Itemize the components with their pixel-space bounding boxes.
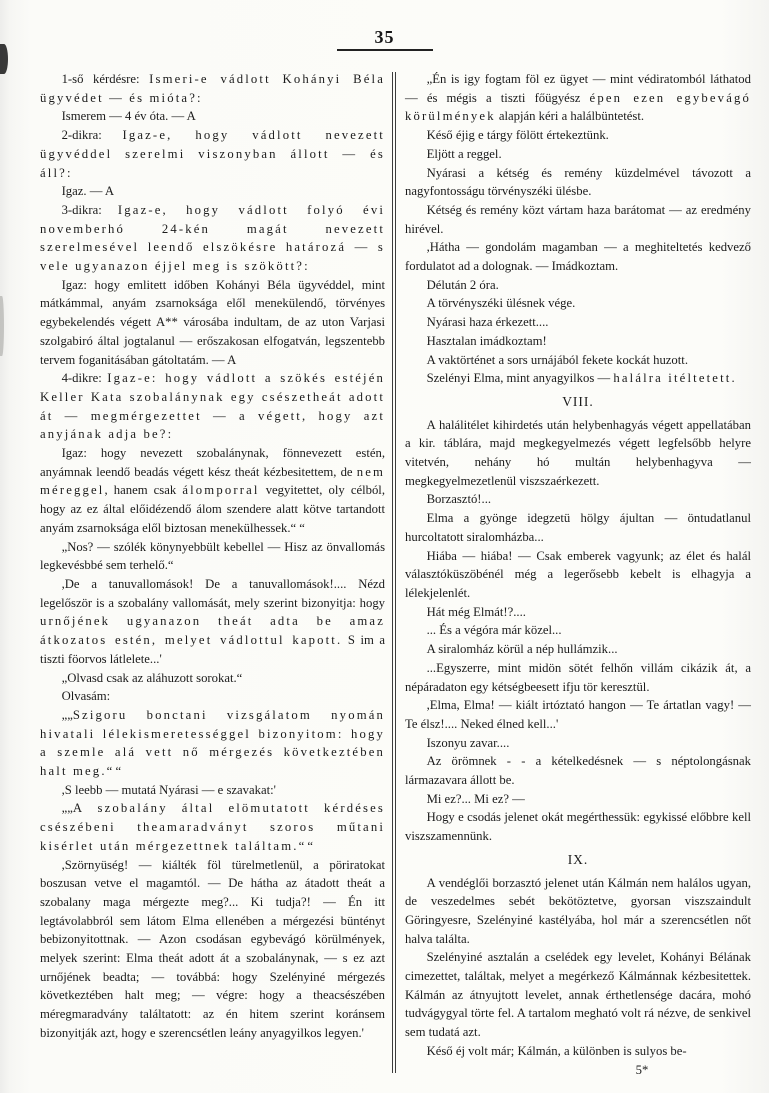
- body-text: Igaz: hogy nevezett szobalánynak, fönnevezett estén, anyámnak leendő beadás végett kész theát kézbesitettem, de: [40, 446, 386, 479]
- body-text: ... És a végóra már közel...: [426, 623, 562, 638]
- body-text: Hiába — hiába! — Csak emberek vagyunk; az élet és halál választóküszöbénél még a legerősebb kebelt is elhagyja a lélekjelenlét.: [405, 548, 751, 600]
- emphasized-spaced-text: melyet vádlottul kapott.: [164, 633, 343, 648]
- paragraph: [405, 351, 751, 370]
- paragraph: [40, 276, 385, 370]
- body-text: S im a tiszti föorvos látlelete...': [40, 633, 386, 666]
- body-text: IX.: [567, 851, 589, 867]
- body-text: 1-ső kérdésre:: [61, 72, 150, 86]
- body-text: „„: [61, 707, 73, 722]
- paragraph: [405, 752, 751, 789]
- column-divider: [392, 72, 396, 1073]
- paragraph: [405, 547, 751, 603]
- paragraph: [40, 575, 385, 669]
- left-column: [40, 70, 385, 1079]
- body-text: Az örömnek - - a kételkedésnek — s néptolongásnak lármazavara állott be.: [405, 754, 751, 788]
- paragraph: [405, 238, 751, 275]
- paragraph: [40, 126, 385, 182]
- body-text: ,Elma, Elma! — kiált irtóztató hangon — Te ártatlan vagy! — Te élsz!.... Neked élned kell...': [405, 698, 751, 731]
- paragraph: [405, 874, 751, 949]
- body-text: ,De a tanuvallomások! De a tanuvallomások!.... Nézd legelőször is a szobalány vallomását, mely szerint bizonyitja: hogy: [40, 576, 386, 610]
- body-text: 4-dikre:: [61, 371, 108, 386]
- body-text: Kétség és remény közt vártam haza barátomat — az eredmény hirével.: [405, 202, 751, 236]
- body-text: Nyárasi a kétség és remény küzdelmével távozott a nagyfontosságu törvényszéki ülésbe.: [405, 165, 751, 199]
- paragraph: [405, 621, 751, 640]
- paragraph: [405, 164, 751, 201]
- body-text: A törvényszéki ülésnek vége.: [426, 296, 576, 311]
- body-text: Nyárasi haza érkezett....: [426, 315, 549, 330]
- body-text: Igaz: hogy emlitett időben Kohányi Béla ügyvéddel, mint mátkámmal, anyám zsarnoksága elől menekülendő, törvényes egybekelendés végett A** városába indultam, de az uton Varjasi szolgabiró által jogtalanul — erőszakosan elfogatván, legszentebb tervem foganitásában gátoltatám. — A: [40, 277, 386, 367]
- body-text: Igaz. — A: [61, 184, 115, 199]
- right-column: [405, 70, 751, 1079]
- paragraph: [405, 734, 751, 753]
- paragraph: [405, 948, 751, 1042]
- paragraph: [405, 696, 751, 733]
- body-text: “ “: [106, 764, 122, 779]
- body-text: Elma a gyönge idegzetü hölgy ájultan — öntudatlanul hurcoltatott siralomházba...: [405, 511, 751, 544]
- body-text: Borzasztó!...: [426, 492, 492, 507]
- paragraph: [40, 444, 385, 538]
- emphasized-spaced-text: Igaz-e: hogy vádlott a szökés estéjén Keller Kata szobalánynak egy csészetheát adott át — megmérgezettet — a végett, hogy azt anyjának adja be?:: [40, 371, 386, 442]
- body-text: alapján kéri a halálbüntetést.: [495, 109, 645, 124]
- body-text: A vaktörténet a sors urnájából fekete kockát huzott.: [426, 352, 688, 367]
- body-text: “ “: [298, 838, 314, 853]
- paragraph: [40, 369, 385, 444]
- paragraph: [40, 107, 385, 126]
- body-text: A halálitélet kihirdetés után helybenhagyás végett appellatában a kir. táblára, majd megkegyelmezés végett legfelsőbb helyre vitetvén, nehány hó multán helybenhagyva — megkegyelmezetlenül viszszaérkezett.: [405, 417, 751, 488]
- chapter-heading: [405, 851, 751, 870]
- paragraph: [405, 276, 751, 295]
- paragraph: [40, 856, 385, 1043]
- paragraph: [405, 509, 751, 546]
- paragraph: [405, 416, 751, 491]
- paragraph: [40, 799, 385, 855]
- emphasized-spaced-text: urnőjének ugyanazon theát adta be amaz átkozatos estén,: [40, 614, 386, 648]
- body-text: ,Szörnyüség! — kiálték föl türelmetlenül, a pöriratokat boszusan vetve el magamtól. — De hátha az átadott theát a szobalany maga mérgezte meg?... Ki tudja?! — Én itt legtávolabbról sem látom Elma ellenében a mérgezési büntényt bebizonyitottnak. — Azon csodásan egybevágó körülmények, melyek szerint: Elma theát adott át a szobalánynak, — s ez azt urnőjének beadta; — továbbá: hogy Szelényiné mérgezés következtében halt meg; — végre: hogy a theacsészében méregmaradvány találtatott: az én hitem szerint koránsem bizonyitják azt, hogy e szerencsétlen leány anyagyilkos legyen.': [40, 857, 386, 1040]
- emphasized-spaced-text: A szobalány által elömutatott kérdéses csészébeni theamaradványt szoros műtani kisérlet után mérgezettnek találtam.: [40, 801, 386, 853]
- paragraph: [405, 790, 751, 809]
- paragraph: [405, 145, 751, 164]
- chapter-heading: [405, 393, 751, 412]
- emphasized-spaced-text: nem méreggel: [40, 464, 386, 498]
- body-text: Szelényi Elma, mint anyagyilkos —: [426, 371, 614, 386]
- body-text: „Nos? — szólék könynyebbült kebellel — Hisz az önvallomás legkevésbbé sem terhelő.“: [40, 539, 386, 573]
- body-text: VIII.: [562, 393, 594, 409]
- body-text: Hasztalan imádkoztam!: [426, 333, 547, 348]
- body-text: „Olvasd csak az aláhuzott sorokat.“: [61, 670, 243, 685]
- emphasized-spaced-text: épen ezen egybevágó körülmények: [405, 90, 751, 124]
- page-number: 35: [374, 27, 395, 47]
- body-text: Olvasám:: [61, 689, 111, 704]
- body-text: Iszonyu zavar....: [426, 735, 510, 750]
- paragraph: [40, 687, 385, 706]
- emphasized-spaced-text: Szigoru bonctani vizsgálatom nyomán hivatali lélekismeretességgel bizonyitom: hogy a szemle alá vett nő mérgezés következtében halt meg.: [40, 707, 386, 779]
- paragraph: [405, 294, 751, 313]
- body-text: A siralomház körül a nép hullámzik...: [426, 642, 618, 657]
- body-text: Késő éj volt már; Kálmán, a különben is sulyos be-: [426, 1043, 687, 1058]
- page-header: [0, 0, 769, 64]
- paragraph: [405, 369, 751, 388]
- body-text: Délután 2 óra.: [426, 277, 499, 292]
- paragraph: [40, 706, 385, 781]
- body-text: vegyitettet, oly célból, hogy az ez által előidézendő álom szendere alatt kötve tartandott anyám zsarnoksága elől biztosan menekülhessek.“ “: [40, 483, 386, 535]
- emphasized-spaced-text: álomporral: [182, 483, 260, 498]
- paragraph: [405, 70, 751, 126]
- paragraph: [405, 313, 751, 332]
- paragraph: [40, 201, 385, 276]
- emphasized-spaced-text: Igaz-e, hogy vádlott folyó évi novemberhó 24-kén magát nevezett szerelmesével leendő elszökésre határozá — s vele ugyanazon éjjel meg is szökött?:: [40, 202, 386, 274]
- header-rule: [337, 49, 433, 51]
- paragraph: [405, 332, 751, 351]
- paragraph: [405, 659, 751, 696]
- body-text: , hanem csak: [104, 483, 183, 498]
- body-text: 2-dikra:: [61, 128, 123, 143]
- paragraph: [405, 808, 751, 845]
- signature-mark: 5*: [635, 1062, 649, 1077]
- paragraph: [405, 640, 751, 659]
- emphasized-spaced-text: Ismeri-e vádlott Kohányi Béla ügyvédet — és mióta?:: [40, 72, 386, 105]
- body-text: Hát még Elmát!?....: [426, 604, 526, 619]
- body-text: ...Egyszerre, mint midön sötét felhőn villám cikázik át, a népáradaton egy kétségbeesett ifju tör keresztül.: [405, 660, 751, 694]
- body-text: „Én is igy fogtam föl ez ügyet — mint védiratomból láthatod — és mégis a tiszti főügyész: [405, 72, 751, 105]
- paragraph: [40, 669, 385, 688]
- paragraph: [40, 70, 385, 107]
- body-text: Késő éjig e tárgy fölött értekeztünk.: [426, 128, 609, 143]
- ink-smudge-artifact: [0, 44, 8, 74]
- body-text: „„: [61, 801, 73, 816]
- body-text: Mi ez?... Mi ez? —: [426, 791, 525, 806]
- paragraph: [405, 201, 751, 238]
- body-text: A vendéglői borzasztó jelenet után Kálmán nem halálos ugyan, de veszedelmes sebét bekötöztetve, gyorsan viszszaindult Göringyesre, Szelényiné kastélyába, hol már a szerencsétlen nőt halva találta.: [405, 875, 751, 946]
- emphasized-spaced-text: Igaz-e, hogy vádlott nevezett ügyvéddel szerelmi viszonyban állott — és áll?:: [40, 128, 386, 180]
- scan-shadow-artifact: [0, 296, 4, 356]
- body-text: Szelényiné asztalán a cselédek egy levelet, Kohányi Bélának cimezettet, találtak, melyet a megérkező Kálmánnak kézbesitettek. Kálmán az átnyujtott levelet, annak érthetlensége dacára, mohó tudvágygyal törte fel. A tartalom megható volt rá nézve, de senkivel sem tudatá azt.: [405, 950, 751, 1040]
- paragraph: [405, 126, 751, 145]
- body-text: ,Hátha — gondolám magamban — a meghiteltetés kedvező fordulatot ad a dolognak. — Imádkoztam.: [405, 240, 751, 274]
- body-text: 3-dikra:: [61, 202, 118, 217]
- body-text: Eljött a reggel.: [426, 146, 502, 161]
- paragraph: [405, 603, 751, 622]
- body-text: ,S leebb — mutatá Nyárasi — e szavakat:': [61, 782, 276, 797]
- paragraph: [405, 490, 751, 509]
- emphasized-spaced-text: halálra itéltetett.: [613, 371, 737, 386]
- text-columns: [0, 64, 769, 1079]
- body-text: Ismerem — 4 év óta. — A: [61, 109, 196, 124]
- body-text: Hogy e csodás jelenet okát megérthessük: egykissé előbbre kell viszszamennünk.: [405, 810, 751, 844]
- paragraph: [40, 781, 385, 800]
- paragraph: [40, 538, 385, 575]
- paragraph: [405, 1042, 751, 1061]
- paragraph: [40, 182, 385, 201]
